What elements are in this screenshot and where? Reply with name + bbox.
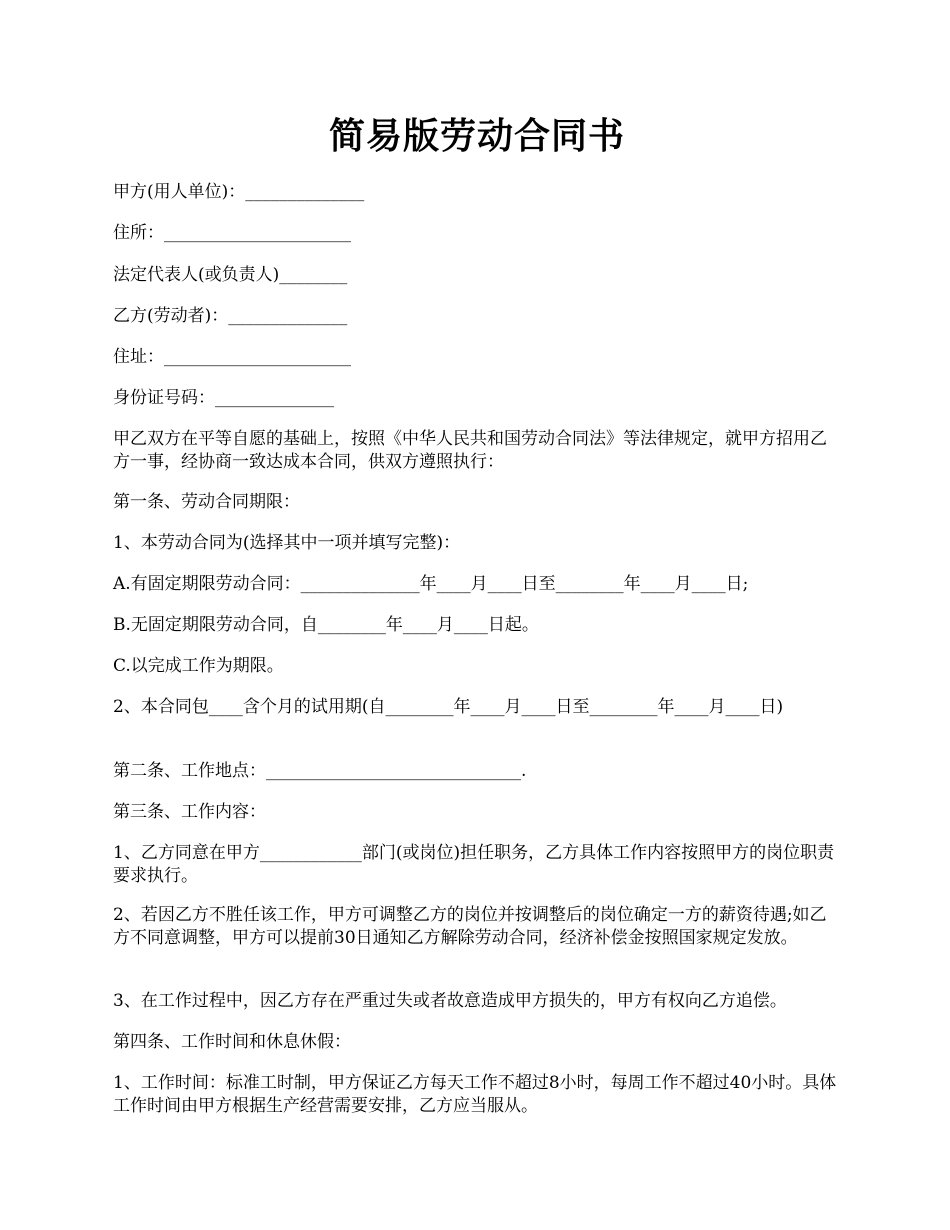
article-1-option-c: C.以完成工作为期限。 (113, 656, 284, 676)
id-number-line: 身份证号码：______________ (113, 388, 334, 408)
party-a-address-line: 住所：______________________ (113, 223, 351, 243)
article-4-item-1: 1、工作时间：标准工时制，甲方保证乙方每天工作不超过8小时，每周工作不超过40小时。具体工作时间由甲方根据生产经营需要安排，乙方应当服从。 (113, 1073, 837, 1116)
article-3-item-1: 1、乙方同意在甲方____________部门(或岗位)担任职务，乙方具体工作内容按照甲方的岗位职责要求执行。 (113, 843, 835, 886)
article-3-heading: 第三条、工作内容： (113, 802, 266, 822)
article-3-item-2: 2、若因乙方不胜任该工作，甲方可调整乙方的岗位并按调整后的岗位确定一方的薪资待遇;如乙方不同意调整，甲方可以提前30日通知乙方解除劳动合同，经济补偿金按照国家规定发放。 (113, 905, 827, 948)
document-title: 简易版劳动合同书 (328, 115, 625, 157)
article-2-heading: 第二条、工作地点：______________________________. (113, 761, 527, 781)
article-4-heading: 第四条、工作时间和休息休假： (113, 1032, 351, 1052)
party-a-line: 甲方(用人单位)：______________ (113, 182, 365, 202)
party-b-address-line: 住址：______________________ (113, 347, 351, 367)
party-b-line: 乙方(劳动者)：______________ (113, 306, 348, 326)
article-1-option-a: A.有固定期限劳动合同：______________年____月____日至________年____月____日; (113, 574, 749, 594)
legal-representative-line: 法定代表人(或负责人)________ (113, 265, 348, 285)
article-1-option-b: B.无固定期限劳动合同，自________年____月____日起。 (113, 615, 539, 635)
article-1-item-1: 1、本劳动合同为(选择其中一项并填写完整)： (113, 533, 461, 553)
article-1-item-2: 2、本合同包____含个月的试用期(自________年____月____日至________年____月____日) (113, 697, 784, 717)
article-1-heading: 第一条、劳动合同期限： (113, 492, 300, 512)
preamble-paragraph: 甲乙双方在平等自愿的基础上，按照《中华人民共和国劳动合同法》等法律规定，就甲方招用乙方一事，经协商一致达成本合同，供双方遵照执行： (113, 429, 827, 472)
article-3-item-3: 3、在工作过程中，因乙方存在严重过失或者故意造成甲方损失的，甲方有权向乙方追偿。 (113, 991, 787, 1011)
